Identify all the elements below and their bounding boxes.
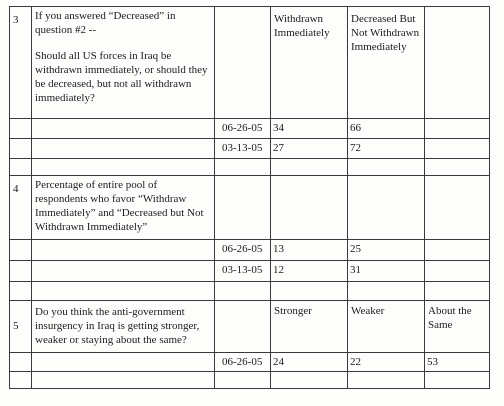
table-row: [10, 261, 490, 282]
survey-date: 06-26-05: [215, 119, 271, 139]
table-row: [10, 139, 490, 159]
survey-date: 03-13-05: [215, 261, 271, 282]
question-row: [10, 176, 490, 240]
column-header: [348, 176, 425, 240]
spacer-row: [10, 372, 490, 389]
question-row: [10, 7, 490, 119]
question-body: Should all US forces in Iraq be withdrawn immediately, or should they be decreased, but not all withdrawn immediately?: [35, 50, 208, 104]
table-row: [10, 353, 490, 372]
value-cell: 53: [425, 353, 490, 372]
value-cell: 25: [348, 240, 425, 261]
column-header: [425, 176, 490, 240]
survey-date: 03-13-05: [215, 139, 271, 159]
survey-results-table: [9, 6, 490, 389]
question-intro: If you answered “Decreased” in question #2 --: [35, 10, 176, 36]
value-cell: 66: [348, 119, 425, 139]
spacer-row: [10, 159, 490, 176]
question-number: 4: [10, 176, 32, 240]
date-header-cell: [215, 7, 271, 119]
column-header: Decreased But Not Withdrawn Immediately: [348, 7, 425, 119]
column-header: Weaker: [348, 301, 425, 353]
question-text: Do you think the anti-government insurgency in Iraq is getting stronger, weaker or staying about the same?: [32, 301, 215, 353]
table-row: [10, 240, 490, 261]
column-header: Withdrawn Immediately: [271, 7, 348, 119]
value-cell: [425, 261, 490, 282]
value-cell: [425, 139, 490, 159]
value-cell: 31: [348, 261, 425, 282]
value-cell: 24: [271, 353, 348, 372]
value-cell: 13: [271, 240, 348, 261]
spacer-row: [10, 282, 490, 301]
column-header: About the Same: [425, 301, 490, 353]
column-header: [271, 176, 348, 240]
value-cell: 12: [271, 261, 348, 282]
value-cell: [425, 119, 490, 139]
survey-date: 06-26-05: [215, 240, 271, 261]
question-number: 3: [10, 7, 32, 119]
value-cell: 27: [271, 139, 348, 159]
table-row: [10, 119, 490, 139]
survey-date: 06-26-05: [215, 353, 271, 372]
value-cell: 34: [271, 119, 348, 139]
question-row: [10, 301, 490, 353]
column-header: Stronger: [271, 301, 348, 353]
value-cell: 72: [348, 139, 425, 159]
question-text: [32, 7, 215, 119]
value-cell: 22: [348, 353, 425, 372]
question-text: Percentage of entire pool of respondents who favor “Withdraw Immediately” and “Decreased but Not Withdrawn Immediately”: [32, 176, 215, 240]
value-cell: [425, 240, 490, 261]
question-number: 5: [10, 301, 32, 353]
column-header: [425, 7, 490, 119]
